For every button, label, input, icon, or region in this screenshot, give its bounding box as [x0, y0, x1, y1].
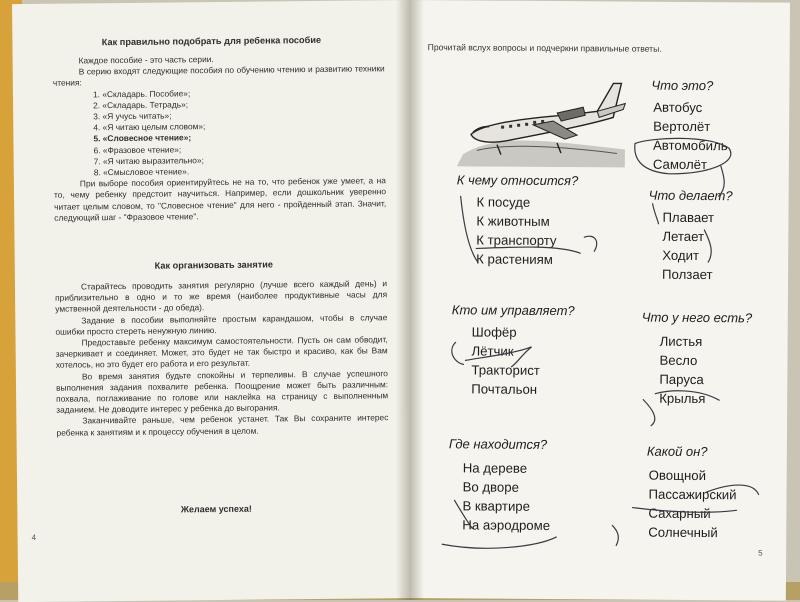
answer-list-where — [462, 458, 550, 535]
page-number-left: 4 — [31, 532, 37, 542]
answer-option[interactable]: Сахарный — [648, 505, 711, 522]
section2-paragraph: Во время занятия будьте спокойны и терпеливы. В случае успешного выполнения задания похвалите ребенка. Поощрение может быть различным: похвала, поглаживание по голове или наклейка на страницу с выполненным заданием. Не доводите интерес у ребенка до выгорания. — [55, 367, 389, 415]
question-who-controls: Кто им управляет? — [451, 302, 575, 319]
answer-option[interactable]: На дереве — [462, 460, 528, 476]
answer-option[interactable]: Весло — [659, 352, 698, 369]
question-what-does-it-do: Что делает? — [648, 187, 733, 204]
answer-option[interactable]: Автобус — [653, 99, 703, 116]
answer-option[interactable]: Пассажирский — [648, 486, 737, 503]
answer-option[interactable]: Автомобиль — [652, 137, 728, 154]
answer-option[interactable]: К посуде — [476, 194, 531, 210]
section2-paragraph: Задание в пособии выполняйте простым карандашом, чтобы в случае ошибки просто стереть ненужную линию. — [55, 311, 388, 337]
book-spine — [396, 0, 424, 600]
series-item-current: 5. «Словесное чтение»; — [93, 132, 192, 144]
page-title: Как правильно подобрать для ребенка пособие — [101, 34, 322, 48]
page-number-right: 5 — [758, 548, 763, 558]
section-title: Как организовать занятие — [154, 259, 273, 271]
choice-paragraph: При выборе пособия ориентируйтесь не на то, что ребенок уже умеет, а на то, чему ребенку предстоит научиться. Например, если дошкольник уверенно читает целым словом, то "Словесное чтение" для него - пройденный этап. Значит, следующий шаг - "Фразовое чтение". — [53, 175, 387, 223]
question-what-is-it: Что это? — [651, 77, 714, 94]
answer-list-category — [476, 192, 557, 269]
answer-option[interactable]: Паруса — [659, 371, 704, 388]
series-list — [53, 86, 386, 179]
series-item: 1. «Складарь. Пособие»; — [92, 87, 191, 99]
section2-paragraph: Предоставьте ребенку максимум самостоятельности. Пусть он сам обводит, зачеркивает и соединяет. Может, это будет не так быстро и красиво, как бы Вам хотелось, но это будет его работа и его результат. — [55, 334, 388, 371]
answer-option[interactable]: Лётчик — [471, 343, 514, 359]
answer-option[interactable]: К транспорту — [476, 232, 557, 249]
answer-option[interactable]: Овощной — [648, 467, 707, 484]
intro-paragraph-1: Каждое пособие - это часть серии. — [78, 54, 214, 66]
answer-option[interactable]: Почтальон — [471, 381, 538, 397]
series-item: 3. «Я учусь читать»; — [93, 110, 172, 122]
question-where: Где находится? — [448, 436, 548, 452]
answer-option[interactable]: Ползает — [662, 266, 713, 283]
section2-paragraph: Старайтесь проводить занятия регулярно (лучше всего каждый день) и приблизительно в одно и то же время (наиболее продуктивные часы для умственной деятельности - до обеда). — [55, 278, 388, 315]
answer-option[interactable]: Тракторист — [471, 362, 540, 378]
airplane-illustration — [457, 62, 628, 167]
answer-option[interactable]: Вертолёт — [653, 118, 711, 135]
answer-option[interactable]: К растениям — [476, 251, 553, 268]
answer-option[interactable]: Самолёт — [652, 156, 708, 173]
right-page — [406, 0, 790, 601]
answer-option[interactable]: Листья — [659, 333, 703, 350]
series-item: 6. «Фразовое чтение»; — [93, 144, 182, 155]
section2-block — [55, 278, 389, 438]
series-item: 7. «Я читаю выразительно»; — [93, 154, 204, 167]
intro-block — [53, 52, 387, 224]
answer-list-what-does-it-do — [662, 208, 714, 284]
closing-wish: Желаем успеха! — [180, 503, 252, 515]
left-page — [12, 0, 416, 602]
answer-option[interactable]: К животным — [476, 213, 550, 229]
answer-list-who-controls — [471, 322, 540, 398]
answer-option[interactable]: В квартире — [462, 498, 531, 514]
question-what-it-has: Что у него есть? — [641, 309, 753, 326]
question-what-kind: Какой он? — [646, 443, 708, 460]
instruction-text: Прочитай вслух вопросы и подчеркни правильные ответы. — [427, 42, 662, 54]
series-item: 8. «Смысловое чтение». — [93, 166, 190, 178]
answer-option[interactable]: Во дворе — [462, 479, 520, 495]
series-item: 2. «Складарь. Тетрадь»; — [93, 99, 189, 111]
section2-paragraph: Заканчивайте раньше, чем ребенок устанет. Так Вы сохраните интерес ребенка к занятиям и к процессу обучения в целом. — [56, 412, 389, 438]
question-category: К чему относится? — [456, 172, 579, 189]
answer-option[interactable]: Летает — [662, 228, 705, 245]
answer-list-what-it-has — [659, 332, 706, 408]
answer-option[interactable]: На аэродроме — [462, 517, 551, 533]
answer-list-what-is-it — [653, 98, 728, 175]
answer-list-what-kind — [648, 466, 736, 543]
answer-option[interactable]: Ходит — [662, 247, 700, 264]
answer-option[interactable]: Солнечный — [648, 524, 718, 541]
intro-paragraph-2: В серию входят следующие пособия по обучению чтению и развитию техники чтения: — [52, 63, 385, 89]
series-item: 4. «Я читаю целым словом»; — [93, 121, 206, 133]
answer-option[interactable]: Крылья — [659, 390, 706, 407]
answer-option[interactable]: Шофёр — [471, 324, 517, 340]
answer-option[interactable]: Плавает — [662, 209, 715, 226]
